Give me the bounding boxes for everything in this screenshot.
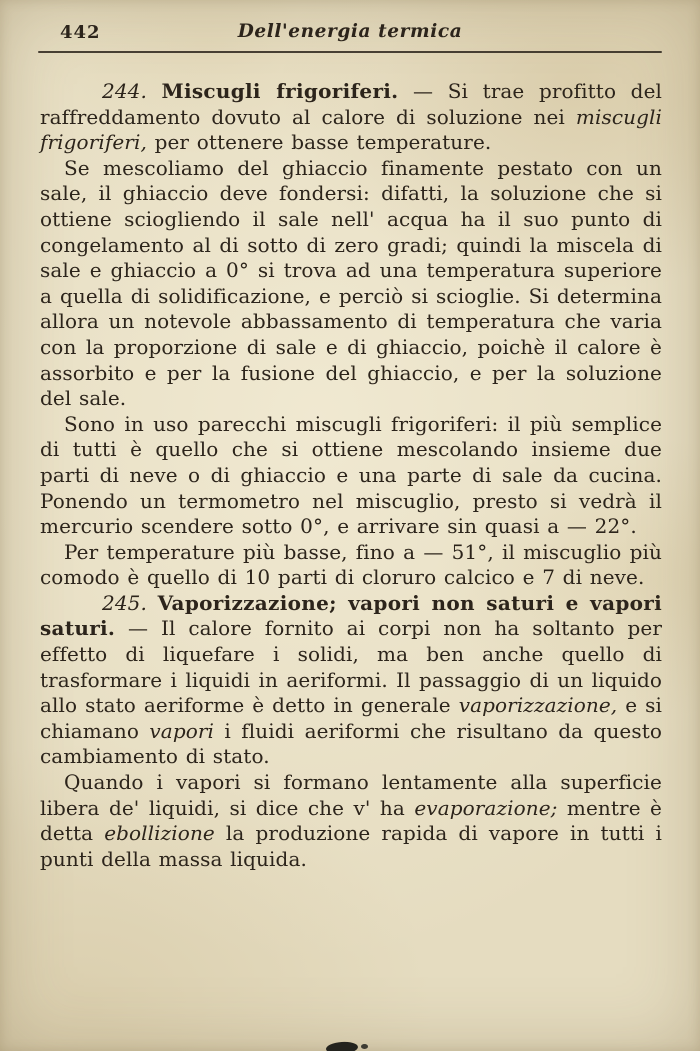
scan-artifact [326, 1041, 359, 1051]
paragraph-244 [40, 79, 662, 156]
section-number-244: 244. [102, 79, 162, 103]
scan-artifact [361, 1044, 368, 1049]
paragraph-245 [40, 591, 662, 770]
paragraph-body [40, 412, 662, 540]
paragraph-body [40, 540, 662, 591]
text-run: Quando i vapori si formano lentamente alla superficie libera de' liquidi, si dice che v' ha [40, 770, 662, 820]
text-run: per ottenere basse temperature. [146, 130, 492, 155]
paragraph-body [40, 156, 662, 412]
text-run-italic: miscugli frigoriferi, [40, 104, 662, 155]
text-run: Per temperature più basse, fino a — 51°, il miscuglio più comodo è quello di 10 parti di cloruro calcico e 7 di neve. [40, 539, 662, 590]
running-title: Dell'energia termica [237, 21, 463, 42]
text-run-italic: vapori [149, 718, 215, 743]
header-rule [38, 51, 662, 53]
text-run: i fluidi aeriformi che risultano da questo cambiamento di stato. [40, 718, 663, 769]
text-run: la produzione rapida di vapore in tutti i punti della massa liquida. [40, 821, 662, 871]
text-run: — Si trae profitto del raffreddamento dovuto al calore di soluzione nei [40, 79, 663, 129]
section-title-244: Miscugli frigoriferi. [161, 79, 399, 103]
text-run-italic: ebollizione [104, 821, 215, 846]
text-run: Sono in uso parecchi miscugli frigoriferi: il più semplice di tutti è quello che si ottiene mescolando insieme due parti di neve o di ghiaccio e una parte di sale da cucina. Ponendo un termometro nel miscuglio, presto si vedrà il mercurio scendere sotto 0°, e arrivare sin quasi a — 22°. [40, 411, 662, 539]
text-block [40, 79, 662, 872]
text-run: e si chiamano [40, 693, 662, 743]
text-run-italic: evaporazione; [414, 795, 558, 820]
text-run-italic: vaporizzazione, [458, 693, 618, 718]
text-run: Se mescoliamo del ghiaccio finamente pestato con un sale, il ghiaccio deve fondersi: difatti, la soluzione che si ottiene sciogliendo il sale nell' acqua ha il suo punto di congelamento al di sotto di zero gradi; quindi la miscela di sale e ghiaccio a 0° si trova ad una temperatura superiore a quella di solidificazione, e perciò si scioglie. Si determina allora un notevole abbassamento di temperatura che varia con la proporzione di sale e di ghiaccio, poichè il calore è assorbito e per la fusione del ghiaccio, e per la soluzione del sale. [40, 155, 662, 411]
page-number: 442 [60, 22, 101, 43]
page-header [40, 21, 660, 49]
text-run: mentre è detta [40, 795, 662, 846]
section-number-245: 245. [102, 590, 158, 615]
section-title-245: Vaporizzazione; vapori non saturi e vapori saturi. [40, 590, 662, 641]
text-run: — Il calore fornito ai corpi non ha soltanto per effetto di liquefare i solidi, ma ben anche quello di trasformare i liquidi in aeriformi. Il passaggio di un liquido allo stato aeriforme è detto in generale [40, 616, 662, 718]
paragraph-body [40, 770, 662, 872]
